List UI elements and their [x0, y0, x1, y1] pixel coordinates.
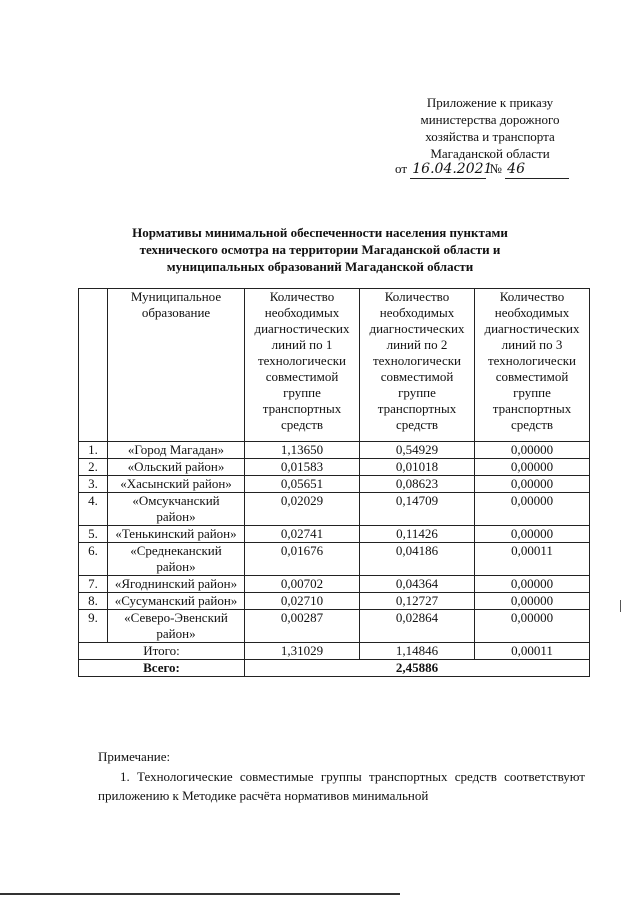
header-group-2: Количество необходимых диагностических линий по 2 технологически совместимой группе транспортных средств — [360, 289, 475, 442]
header-municipality: Муниципальное образование — [108, 289, 245, 442]
table-header-row — [79, 289, 590, 442]
table-row — [79, 526, 590, 543]
row-value-group-3: 0,00000 — [475, 576, 590, 593]
total-label: Итого: — [79, 643, 245, 660]
row-value-group-1: 1,13650 — [245, 442, 360, 459]
table-row — [79, 543, 590, 576]
row-municipality: «Тенькинский район» — [108, 526, 245, 543]
row-municipality: «Северо-Эвенский район» — [108, 610, 245, 643]
row-value-group-2: 0,02864 — [360, 610, 475, 643]
norms-table — [78, 288, 590, 677]
row-value-group-3: 0,00000 — [475, 459, 590, 476]
table-row — [79, 610, 590, 643]
row-value-group-2: 0,04364 — [360, 576, 475, 593]
row-value-group-3: 0,00011 — [475, 543, 590, 576]
table-row — [79, 442, 590, 459]
appendix-line: хозяйства и транспорта — [425, 129, 555, 144]
row-value-group-3: 0,00000 — [475, 476, 590, 493]
appendix-line: министерства дорожного — [420, 112, 560, 127]
row-number: 7. — [79, 576, 108, 593]
row-municipality: «Город Магадан» — [108, 442, 245, 459]
row-number: 8. — [79, 593, 108, 610]
row-value-group-3: 0,00000 — [475, 493, 590, 526]
row-municipality: «Омсукчанский район» — [108, 493, 245, 526]
scan-bottom-line — [0, 893, 400, 895]
row-number: 1. — [79, 442, 108, 459]
row-value-group-1: 0,02710 — [245, 593, 360, 610]
row-municipality: «Ольский район» — [108, 459, 245, 476]
total-group-3: 0,00011 — [475, 643, 590, 660]
order-number: 46 — [505, 161, 569, 179]
total-group-2: 1,14846 — [360, 643, 475, 660]
row-value-group-3: 0,00000 — [475, 526, 590, 543]
row-value-group-1: 0,02029 — [245, 493, 360, 526]
grand-total-row — [79, 660, 590, 677]
table-row — [79, 476, 590, 493]
order-date-number — [395, 160, 585, 179]
note-title: Примечание: — [98, 749, 171, 764]
row-value-group-2: 0,01018 — [360, 459, 475, 476]
title-line: Нормативы минимальной обеспеченности населения пунктами — [132, 225, 508, 240]
row-value-group-1: 0,01676 — [245, 543, 360, 576]
row-municipality: «Среднеканский район» — [108, 543, 245, 576]
header-group-1: Количество необходимых диагностических линий по 1 технологически совместимой группе транспортных средств — [245, 289, 360, 442]
row-value-group-2: 0,54929 — [360, 442, 475, 459]
note-text: 1. Технологические совместимые группы транспортных средств соответствуют приложению к Методике расчёта нормативов минимальной — [98, 769, 585, 803]
row-number: 5. — [79, 526, 108, 543]
appendix-header — [400, 94, 580, 162]
row-value-group-2: 0,14709 — [360, 493, 475, 526]
row-number: 9. — [79, 610, 108, 643]
row-municipality: «Хасынский район» — [108, 476, 245, 493]
appendix-line: Магаданской области — [430, 146, 550, 161]
row-value-group-1: 0,01583 — [245, 459, 360, 476]
row-number: 3. — [79, 476, 108, 493]
row-value-group-3: 0,00000 — [475, 442, 590, 459]
grand-total-value: 2,45886 — [245, 660, 590, 677]
row-value-group-1: 0,02741 — [245, 526, 360, 543]
header-group-3: Количество необходимых диагностических линий по 3 технологически совместимой группе транспортных средств — [475, 289, 590, 442]
date-prefix: от — [395, 161, 408, 176]
row-number: 4. — [79, 493, 108, 526]
row-value-group-1: 0,05651 — [245, 476, 360, 493]
table-row — [79, 459, 590, 476]
row-municipality: «Сусуманский район» — [108, 593, 245, 610]
scan-mark — [620, 600, 621, 612]
grand-total-label: Всего: — [79, 660, 245, 677]
table-row — [79, 593, 590, 610]
row-municipality: «Ягоднинский район» — [108, 576, 245, 593]
row-value-group-3: 0,00000 — [475, 610, 590, 643]
table-row — [79, 576, 590, 593]
number-prefix: № — [489, 161, 502, 176]
row-value-group-2: 0,11426 — [360, 526, 475, 543]
title-line: технического осмотра на территории Магаданской области и — [139, 242, 501, 257]
row-number: 2. — [79, 459, 108, 476]
row-value-group-2: 0,08623 — [360, 476, 475, 493]
header-number — [79, 289, 108, 442]
appendix-line: Приложение к приказу — [426, 95, 554, 110]
row-value-group-2: 0,04186 — [360, 543, 475, 576]
row-value-group-1: 0,00287 — [245, 610, 360, 643]
document-title — [100, 224, 540, 275]
row-value-group-3: 0,00000 — [475, 593, 590, 610]
row-value-group-2: 0,12727 — [360, 593, 475, 610]
row-number: 6. — [79, 543, 108, 576]
title-line: муниципальных образований Магаданской области — [166, 259, 474, 274]
row-value-group-1: 0,00702 — [245, 576, 360, 593]
table-row — [79, 493, 590, 526]
total-group-1: 1,31029 — [245, 643, 360, 660]
total-row — [79, 643, 590, 660]
order-date: 16.04.2021 — [412, 161, 493, 177]
